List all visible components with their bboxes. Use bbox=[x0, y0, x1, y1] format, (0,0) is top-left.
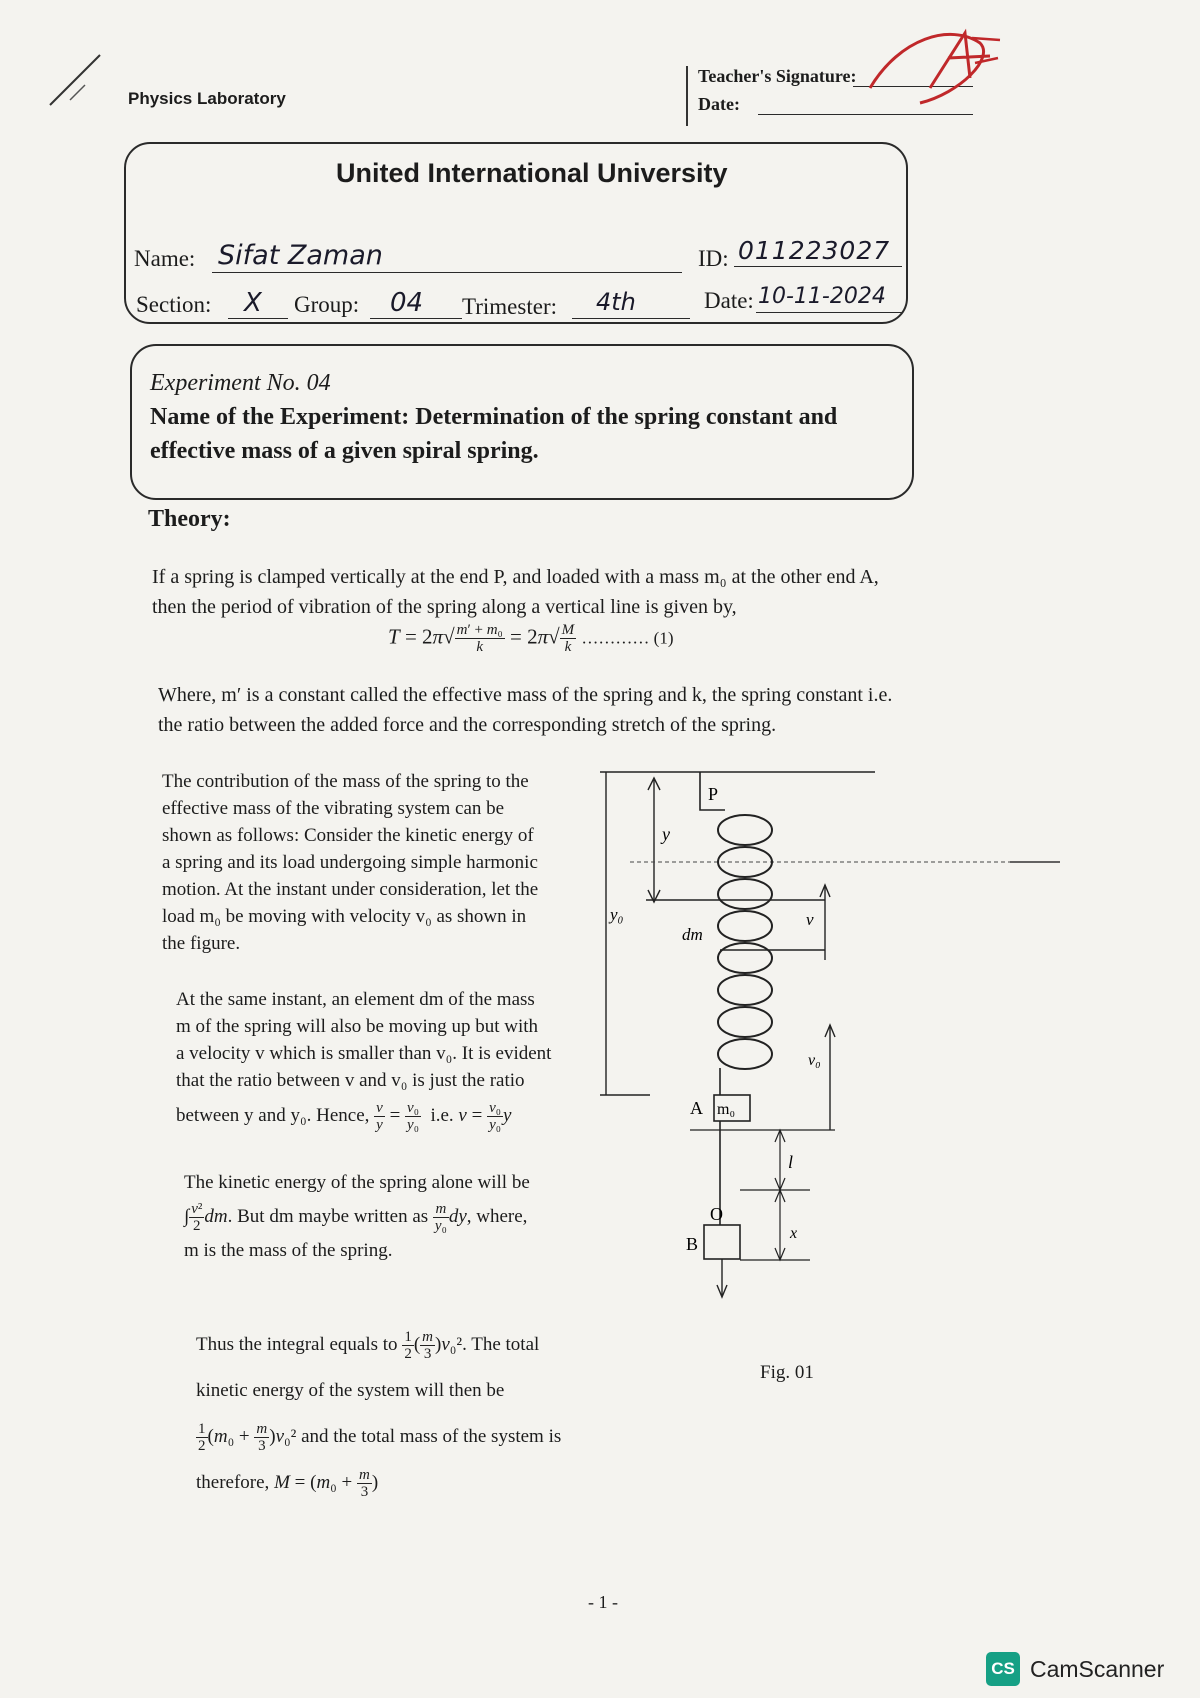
figure-label-x: x bbox=[790, 1225, 798, 1242]
figure-label-p: P bbox=[708, 784, 719, 804]
scan-mark bbox=[40, 45, 110, 115]
name-line bbox=[212, 272, 682, 273]
section-value: X bbox=[244, 288, 262, 318]
theory-heading: Theory: bbox=[148, 506, 231, 532]
figure-label-a: A bbox=[690, 1098, 703, 1118]
equation-1: T = 2π√ $\frac{\text{m′ + m₀}}{k}$ = 2π√ $\frac{M}{k}$ ………… (1) bbox=[388, 622, 674, 655]
page-number: - 1 - bbox=[588, 1592, 618, 1612]
trimester-value: 4th bbox=[596, 288, 636, 316]
theory-paragraph-4: At the same instant, an element dm of the mass m of the spring will also be moving up but with a velocity v which is smaller than v₀. It is evident that the ratio between v and v₀ is just the ratio between y and y₀. Hence, $\frac{v}{y}$ = $\frac{\text{v₀}}{\text{y₀}}$ i.e. v = $\frac{\text{v₀}}{\text{y₀}}$ y bbox=[176, 989, 552, 1133]
date-label: Date: bbox=[704, 288, 754, 313]
section-label: Section: bbox=[136, 292, 212, 317]
lab-title: Physics Laboratory bbox=[128, 89, 286, 108]
experiment-name-line2: effective mass of a given spiral spring. bbox=[150, 438, 539, 464]
id-value: 011223027 bbox=[738, 236, 891, 265]
name-label: Name: bbox=[134, 246, 196, 271]
camscanner-logo bbox=[986, 1652, 1020, 1686]
header-date-label: Date: bbox=[698, 94, 740, 114]
teacher-signature bbox=[860, 18, 1010, 108]
equation-1-number: ………… (1) bbox=[581, 628, 674, 648]
spring-figure bbox=[590, 750, 1080, 1310]
teacher-signature-label: Teacher's Signature: bbox=[698, 66, 857, 86]
id-line bbox=[734, 266, 902, 267]
experiment-number: Experiment No. 04 bbox=[150, 370, 331, 396]
university-name: United International University bbox=[336, 158, 728, 188]
name-value: Sifat Zaman bbox=[218, 240, 383, 271]
theory-paragraph-2: Where, m′ is a constant called the effective mass of the spring and k, the spring constant i.e. the ratio between the added force and the corresponding stretch of the spring. bbox=[158, 684, 893, 736]
camscanner-name: CamScanner bbox=[1030, 1656, 1165, 1682]
theory-paragraph-3: The contribution of the mass of the spring to the effective mass of the vibrating system can be shown as follows: Consider the kinetic energy of a spring and its load undergoing simple harmonic motion. At the instant under consideration, let the load m₀ be moving with velocity v₀ as shown in the figure. bbox=[162, 771, 539, 954]
figure-label-b: B bbox=[686, 1234, 699, 1254]
experiment-name-line1: Determination of the spring constant and bbox=[415, 404, 838, 430]
group-value: 04 bbox=[390, 288, 424, 318]
figure-caption: Fig. 01 bbox=[760, 1362, 814, 1383]
id-label: ID: bbox=[698, 246, 729, 271]
group-label: Group: bbox=[294, 292, 360, 317]
figure-label-m0: m₀ bbox=[717, 1101, 736, 1118]
figure-label-v: v bbox=[806, 910, 814, 929]
figure-label-l: l bbox=[788, 1152, 794, 1172]
trimester-label: Trimester: bbox=[462, 294, 557, 319]
figure-label-dm: dm bbox=[682, 925, 703, 944]
camscanner-logo-text: CS bbox=[991, 1659, 1015, 1678]
figure-label-o: O bbox=[710, 1204, 723, 1224]
figure-label-y: y bbox=[662, 824, 670, 844]
date-value: 10-11-2024 bbox=[758, 284, 886, 309]
figure-label-v0: v₀ bbox=[808, 1052, 821, 1069]
figure-label-y0: y₀ bbox=[610, 905, 624, 924]
experiment-name-label: Name of the Experiment: bbox=[150, 404, 410, 430]
experiment-name bbox=[150, 400, 890, 468]
theory-paragraph-1: If a spring is clamped vertically at the end P, and loaded with a mass m₀ at the other end A, then the period of vibration of the spring along a vertical line is given by, bbox=[152, 566, 879, 618]
theory-paragraph-6: Thus the integral equals to $\frac{1}{2}$ ( $\frac{m}{3}$ )v₀². The total kinetic energy of the system will then be $\frac{1}{2}$ (m₀ + $\frac{m}{3}$ )v₀² and the total mass of the system is therefore, M = (m₀ + $\frac{m}{3}$ ) bbox=[196, 1329, 562, 1501]
theory-paragraph-5: The kinetic energy of the spring alone will be ∫ $\frac{\text{v²}}{2}$ dm. But dm maybe written as $\frac{m}{\text{y₀}}$ dy, where, m is the mass of the spring. bbox=[184, 1172, 530, 1262]
